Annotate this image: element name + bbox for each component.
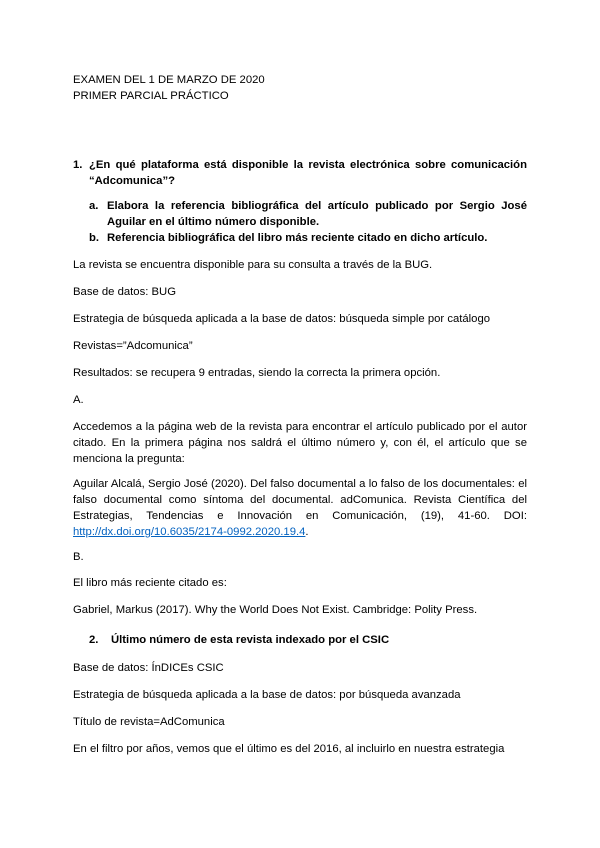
section-a-label: A. (73, 394, 84, 406)
answer-2-database: Base de datos: ÍnDICEs CSIC (73, 662, 224, 674)
question-1b-letter: b. (89, 232, 100, 244)
answer-2-journal-title: Título de revista=AdComunica (73, 716, 225, 728)
reference-line3: Estrategias, Tendencias e Innovación en Comunicación, (19), 41-60. DOI: (73, 510, 527, 522)
section-b-label: B. (73, 551, 84, 563)
answer-2-strategy: Estrategia de búsqueda aplicada a la base de datos: por búsqueda avanzada (73, 689, 461, 701)
reference-line4 (73, 524, 527, 540)
exam-title: EXAMEN DEL 1 DE MARZO DE 2020 (73, 74, 265, 86)
question-2-number: 2. (89, 634, 99, 646)
answer-1-availability: La revista se encuentra disponible para su consulta a través de la BUG. (73, 259, 433, 271)
question-1-line1: ¿En qué plataforma está disponible la revista electrónica sobre comunicación (89, 159, 527, 171)
reference-line1: Aguilar Alcalá, Sergio José (2020). Del falso documental a lo falso de los documentales: el (73, 478, 527, 490)
doi-link[interactable]: http://dx.doi.org/10.6035/2174-0992.2020.19.4 (73, 526, 306, 538)
section-a-text-line1: Accedemos a la página web de la revista para encontrar el artículo publicado por el autor (73, 421, 527, 433)
question-1b-text: Referencia bibliográfica del libro más reciente citado en dicho artículo. (107, 232, 488, 244)
section-a-text-line3: menciona la pregunta: (73, 453, 185, 465)
answer-1-query: Revistas=”Adcomunica” (73, 340, 193, 352)
exam-subtitle: PRIMER PARCIAL PRÁCTICO (73, 90, 229, 102)
reference-line2: falso documental como síntoma del documental. adComunica. Revista Científica del (73, 494, 527, 506)
answer-1-strategy: Estrategia de búsqueda aplicada a la base de datos: búsqueda simple por catálogo (73, 313, 491, 325)
section-a-text-line2: citado. En la primera página nos saldrá el último número y, con él, el artículo que se (73, 437, 527, 449)
answer-1-results: Resultados: se recupera 9 entradas, siendo la correcta la primera opción. (73, 367, 441, 379)
question-1a-line2: Aguilar en el último número disponible. (107, 216, 320, 228)
answer-2-filter: En el filtro por años, vemos que el último es del 2016, al incluirlo en nuestra estrategia (73, 743, 505, 755)
section-b-intro: El libro más reciente citado es: (73, 577, 227, 589)
question-1-line2: “Adcomunica”? (89, 175, 175, 187)
answer-1-database: Base de datos: BUG (73, 286, 176, 298)
question-1a-letter: a. (89, 200, 99, 212)
question-1-number: 1. (73, 159, 83, 171)
reference-period: . (305, 526, 309, 538)
question-1a-line1: Elabora la referencia bibliográfica del artículo publicado por Sergio José (107, 200, 527, 212)
question-2-text: Último número de esta revista indexado por el CSIC (111, 634, 390, 646)
book-reference: Gabriel, Markus (2017). Why the World Does Not Exist. Cambridge: Polity Press. (73, 604, 478, 616)
